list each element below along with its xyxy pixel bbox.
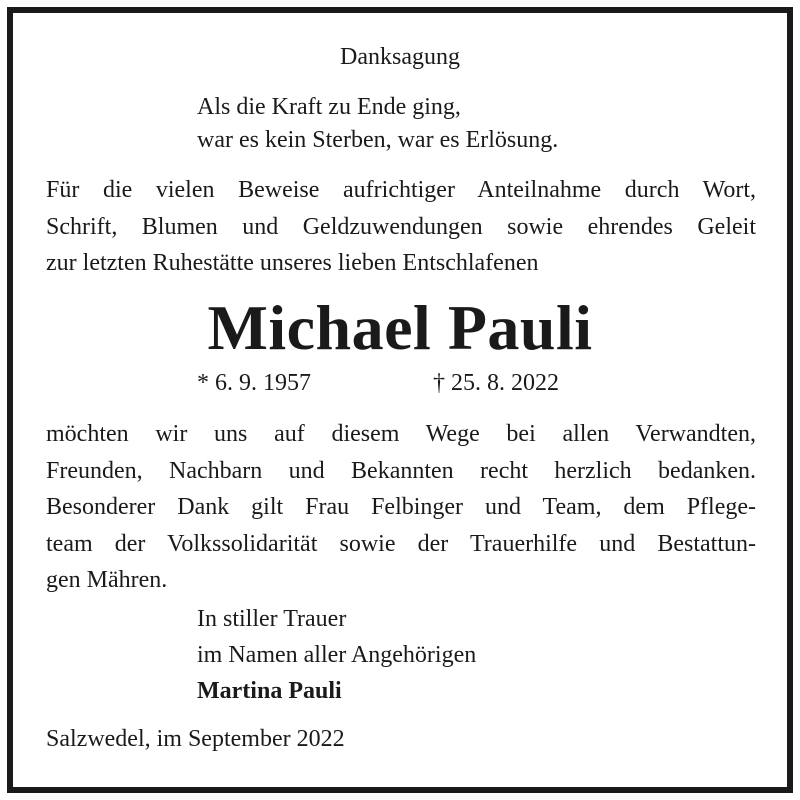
motto-line-1: Als die Kraft zu Ende ging, <box>197 94 461 120</box>
signatory-name: Martina Pauli <box>197 678 342 704</box>
signature-line-2: im Namen aller Angehörigen <box>197 642 477 668</box>
thanks-line-5: gen Mähren. <box>46 567 168 593</box>
intro-line-1: Für die vielen Beweise aufrichtiger Anteilnahme durch Wort, <box>46 177 756 203</box>
intro-paragraph <box>46 172 756 282</box>
signature-line-1: In stiller Trauer <box>197 606 347 632</box>
death-date: † 25. 8. 2022 <box>433 370 559 396</box>
thanks-line-1: möchten wir uns auf diesem Wege bei allen Verwandten, <box>46 421 756 447</box>
intro-line-2: Schrift, Blumen und Geldzuwendungen sowie ehrendes Geleit <box>46 213 756 240</box>
thanks-line-4: team der Volkssolidarität sowie der Trauerhilfe und Bestattun- <box>46 530 756 557</box>
signature-block <box>197 601 476 709</box>
thanks-line-3: Besonderer Dank gilt Frau Felbinger und Team, dem Pflege- <box>46 494 756 520</box>
intro-line-3: zur letzten Ruhestätte unseres lieben Entschlafenen <box>46 250 539 276</box>
notice-heading: Danksagung <box>340 44 460 70</box>
birth-date: * 6. 9. 1957 <box>197 370 311 396</box>
thanks-paragraph <box>46 416 756 599</box>
deceased-name: Michael Pauli <box>207 292 593 363</box>
motto-verse <box>197 91 558 157</box>
place-and-date: Salzwedel, im September 2022 <box>46 726 345 752</box>
motto-line-2: war es kein Sterben, war es Erlösung. <box>197 127 559 153</box>
thanks-line-2: Freunden, Nachbarn und Bekannten recht herzlich bedanken. <box>46 457 756 484</box>
